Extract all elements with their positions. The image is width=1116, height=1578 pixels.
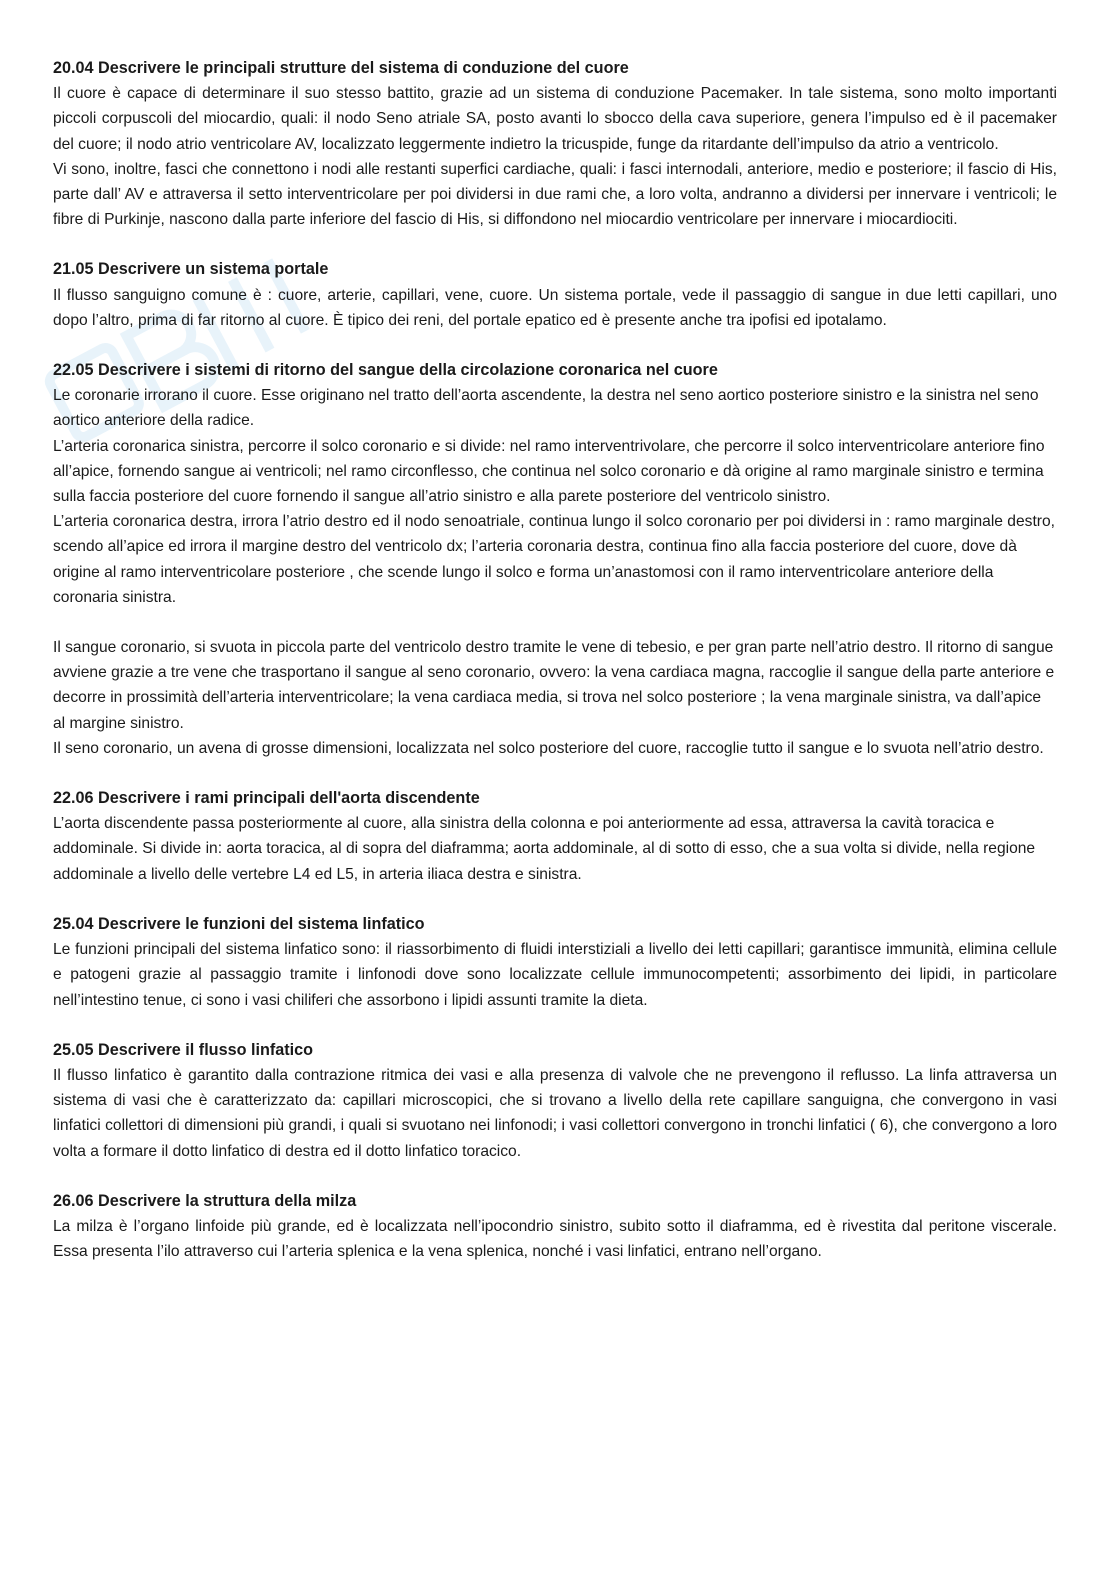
- section-title: 25.04 Descrivere le funzioni del sistema linfatico: [53, 914, 425, 933]
- document-page: [53, 56, 1057, 1289]
- section-paragraph: L’aorta discendente passa posteriormente al cuore, alla sinistra della colonna e poi anteriormente ad essa, attraversa la cavità toracica e addominale. Si divide in: aorta toracica, al di sopra del diaframma; aorta addominale, al di sotto di esso, che a sua volta si divide, nella regione addominale a livello delle vertebre L4 ed L5, in arteria iliaca destra e sinistra.: [53, 815, 1036, 883]
- section-conduction-system: [53, 56, 1057, 232]
- section-paragraph: Il flusso sanguigno comune è : cuore, arterie, capillari, vene, cuore. Un sistema portale, vede il passaggio di sangue in due letti capillari, uno dopo l’altro, prima di far ritorno al cuore. È tipico dei reni, del portale epatico ed è presente anche tra ipofisi ed ipotalamo.: [53, 286, 1057, 329]
- section-title: 22.06 Descrivere i rami principali dell'aorta discendente: [53, 789, 480, 808]
- section-paragraph: Il seno coronario, un avena di grosse dimensioni, localizzata nel solco posteriore del cuore, raccoglie tutto il sangue e lo svuota nell’atrio destro.: [53, 739, 1044, 757]
- section-paragraph: Il flusso linfatico è garantito dalla contrazione ritmica dei vasi e alla presenza di valvole che ne prevengono il reflusso. La linfa attraversa un sistema di vasi che è caratterizzato da: capillari microscopici, che si trovano a livello della rete capillare sanguigna, che convergono in vasi linfatici collettori di dimensioni più grandi, i quali si svuotano nei linfonodi; i vasi collettori convergono in tronchi linfatici ( 6), che convergono a loro volta a formare il dotto linfatico di destra ed il dotto linfatico toracico.: [53, 1066, 1057, 1160]
- section-portal-system: [53, 257, 1057, 333]
- section-title: 20.04 Descrivere le principali strutture del sistema di conduzione del cuore: [53, 59, 629, 77]
- section-lymphatic-functions: [53, 912, 1057, 1013]
- section-paragraph: Le funzioni principali del sistema linfatico sono: il riassorbimento di fluidi interstiziali a livello dei letti capillari; garantisce immunità, elimina cellule e patogeni grazie al passaggio tramite i linfonodi dove sono localizzate cellule immunocompetenti; assorbimento dei lipidi, in particolare nell’intestino tenue, ci sono i vasi chiliferi che assorbono i lipidi assunti tramite la dieta.: [53, 941, 1057, 1009]
- section-title: 26.06 Descrivere la struttura della milza: [53, 1191, 357, 1210]
- section-descending-aorta: [53, 786, 1057, 887]
- section-spleen-structure: [53, 1189, 1057, 1265]
- section-paragraph: Il cuore è capace di determinare il suo stesso battito, grazie ad un sistema di conduzione Pacemaker. In tale sistema, sono molto importanti piccoli corpuscoli del miocardio, quali: il nodo Seno atriale SA, posto avanti lo sbocco della cava superiore, genera l’impulso ed è il pacemaker del cuore; il nodo atrio ventricolare AV, localizzato leggermente indietro la tricuspide, funge da ritardante dell’impulso da atrio a ventricolo.: [53, 85, 1057, 153]
- section-lymphatic-flow: [53, 1038, 1057, 1164]
- section-paragraph: Il sangue coronario, si svuota in piccola parte del ventricolo destro tramite le vene di tebesio, e per gran parte nell’atrio destro. Il ritorno di sangue avviene grazie a tre vene che trasportano il sangue al seno coronario, ovvero: la vena cardiaca magna, raccoglie il sangue della parte anteriore e decorre in prossimità dell’arteria interventricolare; la vena cardiaca media, si trova nel solco posteriore ; la vena marginale sinistra, va dall’apice al margine sinistro.: [53, 639, 1055, 732]
- section-title: 25.05 Descrivere il flusso linfatico: [53, 1040, 314, 1059]
- section-paragraph: L’arteria coronarica destra, irrora l’atrio destro ed il nodo senoatriale, continua lungo il solco coronario per poi dividersi in : ramo marginale destro, scendo all’apice ed irrora il margine destro del ventricolo dx; l’arteria coronaria destra, continua fino alla faccia posteriore del cuore, dove dà origine al ramo interventricolare posteriore , che scende lungo il solco e forma un’anastomosi con il ramo interventricolare anteriore della coronaria sinistra.: [53, 513, 1055, 606]
- section-paragraph: Vi sono, inoltre, fasci che connettono i nodi alle restanti superfici cardiache, quali: i fasci internodali, anteriore, medio e posteriore; il fascio di His, parte dall’ AV e attraversa il setto interventricolare per poi dividersi in due rami che, a loro volta, andranno a dividersi per innervare i ventricoli; le fibre di Purkinje, nascono dalla parte inferiore del fascio di His, si diffondono nel miocardio ventricolare per innervare i miocardiociti.: [53, 160, 1057, 229]
- section-paragraph: Le coronarie irrorano il cuore. Esse originano nel tratto dell’aorta ascendente, la destra nel seno aortico posteriore sinistro e la sinistra nel seno aortico anteriore della radice.: [53, 387, 1039, 430]
- section-paragraph: L’arteria coronarica sinistra, percorre il solco coronario e si divide: nel ramo interventrivolare, che percorre il solco interventricolare anteriore fino all’apice, fornendo sangue ai ventricoli; nel ramo circonflesso, che continua nel solco coronario e dà origine al ramo marginale sinistro e termina sulla faccia posteriore del cuore fornendo il sangue all’atrio sinistro e alla parete posteriore del ventricolo sinistro.: [53, 437, 1045, 506]
- section-title: 21.05 Descrivere un sistema portale: [53, 260, 329, 279]
- section-title: 22.05 Descrivere i sistemi di ritorno del sangue della circolazione coronarica nel cuore: [53, 361, 718, 380]
- section-paragraph: La milza è l’organo linfoide più grande, ed è localizzata nell’ipocondrio sinistro, subito sotto il diaframma, ed è rivestita dal peritone viscerale. Essa presenta l’ilo attraverso cui l’arteria splenica e la vena splenica, nonché i vasi linfatici, entrano nell’organo.: [53, 1217, 1057, 1261]
- section-coronary-return: [53, 358, 1057, 761]
